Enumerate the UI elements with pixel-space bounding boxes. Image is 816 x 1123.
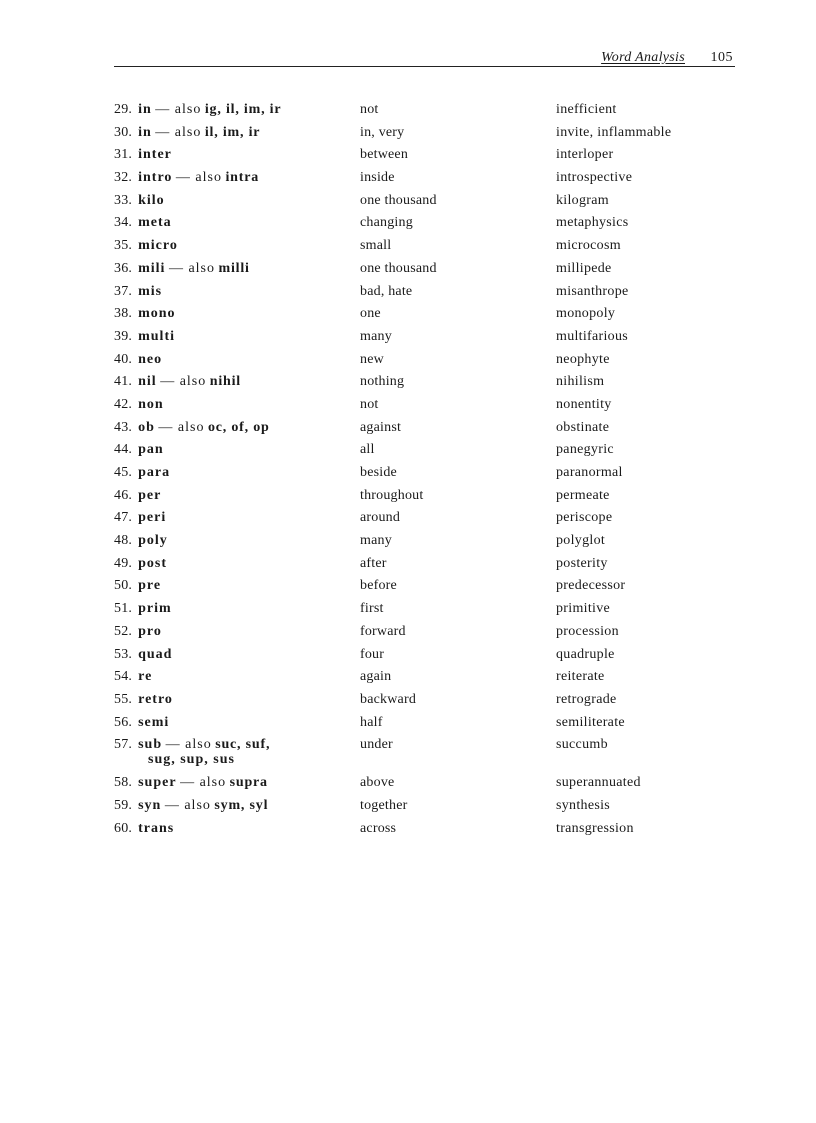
meaning-cell: half [360, 714, 383, 730]
list-item [114, 417, 714, 440]
root-word: micro [138, 238, 178, 254]
root-word: pre [138, 578, 162, 594]
also-connector: — also [175, 170, 222, 186]
example-cell: inefficient [556, 102, 617, 117]
root-cell [114, 167, 354, 190]
meaning-cell: above [360, 775, 395, 791]
list-item [114, 553, 714, 576]
root-word: para [138, 465, 171, 480]
list-item [114, 598, 714, 621]
example-cell: nonentity [556, 396, 612, 412]
root-cell [114, 485, 354, 508]
list-item [114, 190, 714, 213]
list-item [114, 281, 714, 304]
root-cell [114, 281, 354, 304]
root-word: neo [138, 351, 163, 367]
also-connector: — also [180, 775, 227, 791]
root-word: semi [138, 714, 170, 730]
root-word: multi [138, 328, 175, 344]
meaning-cell: all [360, 442, 375, 458]
example-cell: invite, inflammable [556, 124, 672, 140]
root-word: ob [138, 419, 155, 435]
meaning-cell: against [360, 419, 402, 435]
root-cell [114, 772, 354, 795]
also-connector: — also [158, 419, 205, 435]
root-cell [114, 190, 354, 213]
root-variants: nihil [209, 374, 241, 390]
meaning-cell: forward [360, 623, 406, 639]
root-word: in [138, 102, 152, 117]
also-connector: — also [155, 102, 202, 117]
meaning-cell: inside [360, 170, 395, 186]
example-cell: permeate [556, 487, 610, 503]
example-cell: retrograde [556, 691, 617, 707]
root-word: meta [138, 215, 172, 231]
entry-number: 43. [114, 419, 133, 435]
root-cell [114, 598, 354, 621]
list-item [114, 530, 714, 553]
meaning-cell: between [360, 147, 409, 163]
list-item [114, 371, 714, 394]
root-word: quad [138, 646, 173, 662]
root-cell [114, 712, 354, 735]
example-cell: interloper [556, 147, 614, 163]
entry-number: 58. [114, 775, 133, 791]
meaning-cell: backward [360, 691, 417, 707]
meaning-cell: before [360, 578, 397, 594]
list-item [114, 394, 714, 417]
entry-number: 44. [114, 442, 133, 458]
example-cell: quadruple [556, 646, 615, 662]
meaning-cell: not [360, 396, 379, 412]
root-word: prim [138, 601, 172, 617]
root-cell [114, 666, 354, 689]
root-word: mili [138, 260, 166, 276]
list-item [114, 349, 714, 372]
list-item [114, 99, 714, 122]
entry-number: 59. [114, 797, 133, 813]
root-variants: il, im, ir [204, 124, 261, 140]
example-cell: nihilism [556, 374, 605, 390]
root-word: syn [138, 797, 162, 813]
root-cell [114, 235, 354, 258]
example-cell: primitive [556, 601, 611, 617]
example-cell: panegyric [556, 442, 614, 458]
root-word: inter [138, 147, 172, 163]
list-item [114, 462, 714, 485]
root-cell [114, 349, 354, 372]
root-word: super [138, 775, 177, 791]
root-word: mis [138, 283, 163, 299]
example-cell: paranormal [556, 465, 623, 480]
root-word: mono [138, 306, 176, 322]
entry-number: 56. [114, 714, 133, 730]
root-variants: milli [218, 260, 250, 276]
entry-number: 37. [114, 283, 133, 299]
root-cell [114, 394, 354, 417]
list-item [114, 712, 714, 735]
root-word: non [138, 396, 164, 412]
root-word: poly [138, 533, 168, 549]
section-title: Word Analysis [601, 50, 685, 65]
meaning-cell: new [360, 351, 384, 367]
also-connector: — also [155, 124, 202, 140]
root-cell [114, 439, 354, 462]
root-variants: intra [225, 170, 260, 186]
meaning-cell: throughout [360, 487, 424, 503]
meaning-cell: across [360, 820, 397, 836]
root-cell [114, 144, 354, 167]
meaning-cell: beside [360, 465, 397, 480]
entry-number: 38. [114, 306, 133, 322]
entry-number: 50. [114, 578, 133, 594]
entry-number: 32. [114, 170, 133, 186]
entry-number: 54. [114, 669, 133, 685]
list-item [114, 772, 714, 795]
entry-number: 36. [114, 260, 133, 276]
root-cell [114, 122, 354, 145]
root-cell [114, 326, 354, 349]
entry-number: 47. [114, 510, 133, 526]
list-item [114, 689, 714, 712]
root-word: per [138, 487, 162, 503]
entry-number: 35. [114, 238, 133, 254]
root-cell [114, 507, 354, 530]
also-connector: — also [165, 737, 212, 753]
also-connector: — also [164, 797, 211, 813]
entry-number: 60. [114, 820, 133, 836]
root-word: retro [138, 691, 173, 707]
entry-number: 53. [114, 646, 133, 662]
root-cell [114, 303, 354, 326]
meaning-cell: many [360, 328, 392, 344]
root-cell [114, 530, 354, 553]
entry-number: 46. [114, 487, 133, 503]
root-word: sub [138, 737, 163, 753]
root-cell [114, 462, 354, 485]
example-cell: metaphysics [556, 215, 629, 231]
root-cell [114, 99, 354, 122]
also-connector: — also [160, 374, 207, 390]
meaning-cell: one [360, 306, 381, 322]
list-item [114, 644, 714, 667]
root-word-list [114, 99, 714, 840]
root-cell [114, 212, 354, 235]
example-cell: obstinate [556, 419, 610, 435]
example-cell: succumb [556, 737, 608, 753]
list-item [114, 795, 714, 818]
meaning-cell: small [360, 238, 392, 254]
list-item [114, 439, 714, 462]
meaning-cell: after [360, 555, 387, 571]
list-item [114, 621, 714, 644]
example-cell: transgression [556, 820, 634, 836]
meaning-cell: together [360, 797, 408, 813]
entry-number: 33. [114, 192, 133, 208]
root-word: intro [138, 170, 173, 186]
root-word: pan [138, 442, 164, 458]
meaning-cell: changing [360, 215, 413, 231]
meaning-cell: under [360, 737, 393, 753]
entry-number: 55. [114, 691, 133, 707]
list-item [114, 144, 714, 167]
meaning-cell: nothing [360, 374, 405, 390]
list-item [114, 575, 714, 598]
meaning-cell: first [360, 601, 384, 617]
list-item [114, 666, 714, 689]
meaning-cell: not [360, 102, 379, 117]
root-variants: sym, syl [214, 797, 269, 813]
root-cell [114, 553, 354, 576]
list-item [114, 122, 714, 145]
root-cell [114, 689, 354, 712]
root-variants-continued: sug, sup, sus [148, 752, 235, 768]
root-word: pro [138, 623, 162, 639]
entry-number: 29. [114, 102, 133, 117]
meaning-cell: again [360, 669, 392, 685]
entry-number: 40. [114, 351, 133, 367]
root-cell [114, 258, 354, 281]
root-cell [114, 644, 354, 667]
root-variants: supra [229, 775, 268, 791]
example-cell: reiterate [556, 669, 605, 685]
list-item [114, 734, 714, 772]
list-item [114, 258, 714, 281]
entry-number: 52. [114, 623, 133, 639]
example-cell: periscope [556, 510, 613, 526]
root-word: in [138, 124, 152, 140]
meaning-cell: in, very [360, 124, 405, 140]
entry-number: 31. [114, 147, 133, 163]
example-cell: kilogram [556, 192, 609, 208]
entry-number: 34. [114, 215, 133, 231]
running-head [114, 48, 735, 67]
root-word: peri [138, 510, 167, 526]
example-cell: posterity [556, 555, 608, 571]
example-cell: monopoly [556, 306, 616, 322]
root-cell [114, 621, 354, 644]
root-word: post [138, 555, 168, 571]
list-item [114, 212, 714, 235]
page-number: 105 [710, 50, 733, 65]
root-word: re [138, 669, 153, 685]
example-cell: predecessor [556, 578, 626, 594]
entry-number: 49. [114, 555, 133, 571]
entry-number: 48. [114, 533, 133, 549]
root-variants: ig, il, im, ir [204, 102, 282, 117]
list-item [114, 303, 714, 326]
example-cell: semiliterate [556, 714, 625, 730]
list-item [114, 507, 714, 530]
meaning-cell: many [360, 533, 392, 549]
list-item [114, 167, 714, 190]
entry-number: 42. [114, 396, 133, 412]
also-connector: — also [168, 260, 216, 276]
entry-number: 39. [114, 328, 133, 344]
meaning-cell: one thousand [360, 260, 437, 276]
example-cell: introspective [556, 170, 633, 186]
list-item [114, 235, 714, 258]
example-cell: polyglot [556, 533, 606, 549]
meaning-cell: bad, hate [360, 283, 413, 299]
list-item [114, 326, 714, 349]
entry-number: 51. [114, 601, 133, 617]
example-cell: misanthrope [556, 283, 629, 299]
entry-number: 30. [114, 124, 133, 140]
root-cell [114, 371, 354, 394]
example-cell: microcosm [556, 238, 621, 254]
entry-number: 57. [114, 737, 133, 753]
meaning-cell: around [360, 510, 401, 526]
root-word: nil [138, 374, 157, 390]
list-item [114, 818, 714, 841]
example-cell: superannuated [556, 775, 641, 791]
root-variants: oc, of, op [207, 419, 270, 435]
root-variants: suc, suf, [215, 737, 271, 753]
example-cell: multifarious [556, 328, 629, 344]
example-cell: procession [556, 623, 619, 639]
root-cell [114, 734, 354, 768]
root-word: kilo [138, 192, 165, 208]
example-cell: neophyte [556, 351, 610, 367]
root-cell [114, 417, 354, 440]
meaning-cell: one thousand [360, 192, 437, 208]
meaning-cell: four [360, 646, 385, 662]
example-cell: synthesis [556, 797, 611, 813]
entry-number: 41. [114, 374, 133, 390]
example-cell: millipede [556, 260, 612, 276]
root-word: trans [138, 820, 175, 836]
list-item [114, 485, 714, 508]
root-cell [114, 818, 354, 841]
entry-number: 45. [114, 465, 133, 480]
root-cell [114, 575, 354, 598]
root-cell [114, 795, 354, 818]
